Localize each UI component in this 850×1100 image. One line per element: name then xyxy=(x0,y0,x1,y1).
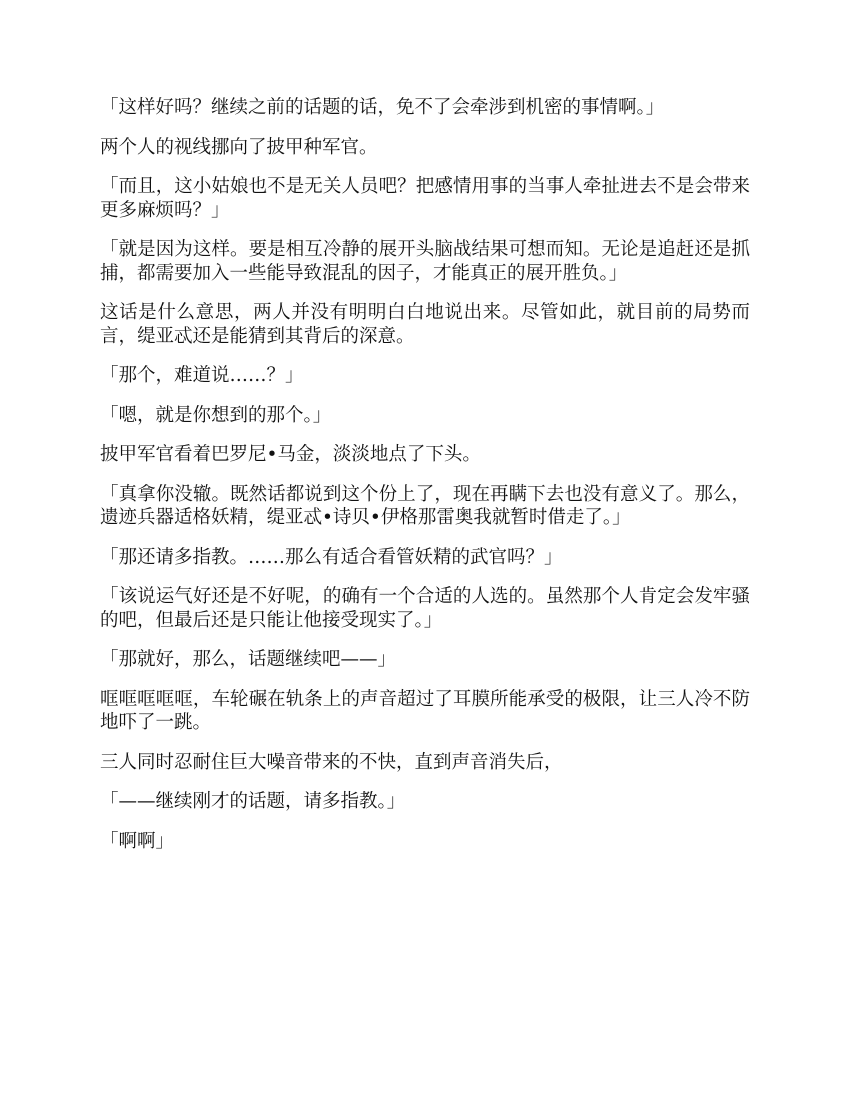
paragraph-12: 「那就好，那么，话题继续吧——」 xyxy=(100,649,397,670)
paragraph-4: 「就是因为这样。要是相互冷静的展开头脑战结果可想而知。无论是追赶还是抓捕，都需要加入一些能导致混乱的因子，才能真正的展开胜负。」 xyxy=(100,239,750,284)
paragraph-11: 「该说运气好还是不好呢，的确有一个合适的人选的。虽然那个人肯定会发牢骚的吧，但最后还是只能让他接受现实了。」 xyxy=(100,586,750,631)
paragraph-2: 两个人的视线挪向了披甲种军官。 xyxy=(100,136,378,158)
paragraph-13: 哐哐哐哐哐，车轮碾在轨条上的声音超过了耳膜所能承受的极限，让三人冷不防地吓了一跳。 xyxy=(100,688,750,733)
paragraph-15: 「——继续刚才的话题，请多指教。」 xyxy=(100,791,406,812)
paragraph-16: 「啊啊」 xyxy=(100,830,175,852)
paragraph-14: 三人同时忍耐住巨大噪音带来的不快，直到声音消失后， xyxy=(100,751,563,773)
paragraph-6: 「那个，难道说……？」 xyxy=(100,365,304,386)
paragraph-3: 「而且，这小姑娘也不是无关人员吧？把感情用事的当事人牵扯进去不是会带来更多麻烦吗？」 xyxy=(100,176,750,221)
paragraph-5: 这话是什么意思，两人并没有明明白白地说出来。尽管如此，就目前的局势而言，缇亚忒还是能猜到其背后的深意。 xyxy=(100,302,750,347)
document-page xyxy=(100,96,750,869)
paragraph-10: 「那还请多指教。……那么有适合看管妖精的武官吗？」 xyxy=(100,546,563,568)
paragraph-9: 「真拿你没辙。既然话都说到这个份上了，现在再瞒下去也没有意义了。那么，遗迹兵器适格妖精，缇亚忒•诗贝•伊格那雷奥我就暂时借走了。」 xyxy=(100,483,750,528)
paragraph-1: 「这样好吗？继续之前的话题的话，免不了会牵涉到机密的事情啊。」 xyxy=(100,97,665,118)
paragraph-8: 披甲军官看着巴罗尼•马金，淡淡地点了下头。 xyxy=(100,444,481,465)
paragraph-7: 「嗯，就是你想到的那个。」 xyxy=(100,404,332,426)
